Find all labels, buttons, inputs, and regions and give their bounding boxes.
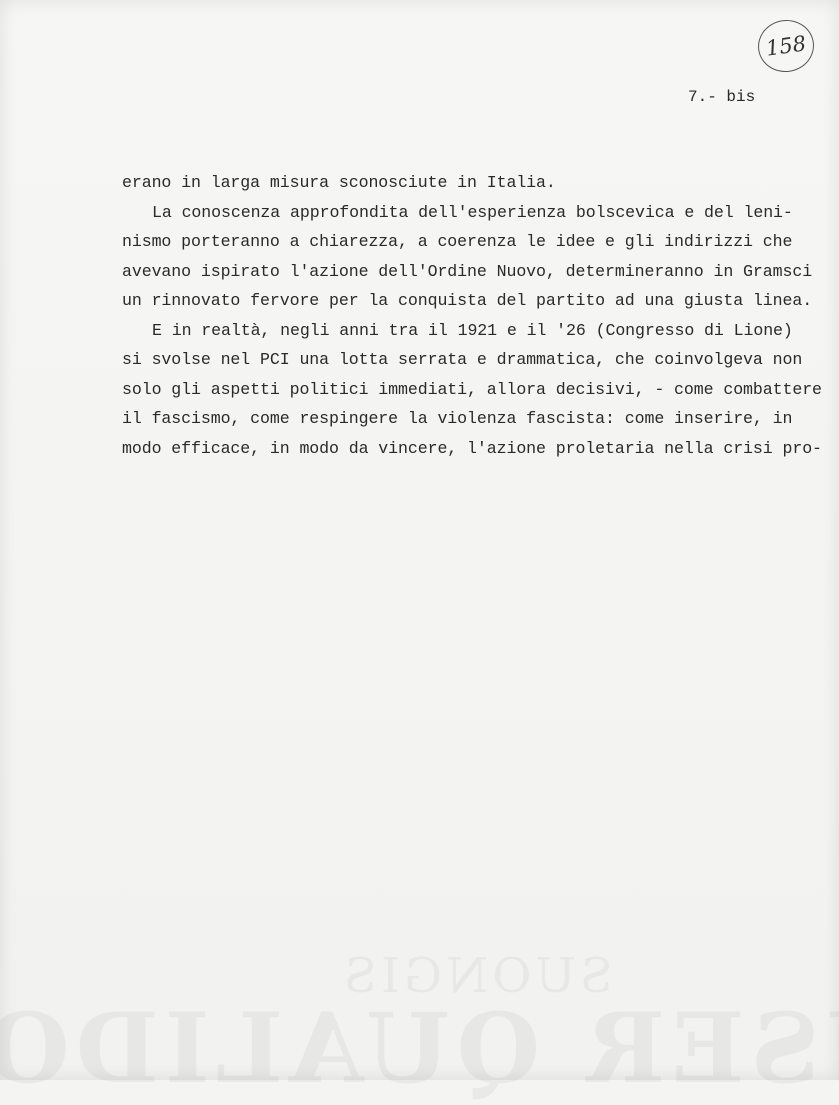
archive-page-number-stamp xyxy=(755,16,818,75)
bleed-through-small-text xyxy=(340,948,613,1004)
bleed-through-large-text xyxy=(0,992,839,1105)
text-line: modo efficace, in modo da vincere, l'azione proletaria nella crisi pro- xyxy=(122,438,822,458)
archive-number-text: 158 xyxy=(764,31,808,61)
text-line: il fascismo, come respingere la violenza fascista: come inserire, in xyxy=(122,409,793,428)
text-line: erano in larga misura sconosciute in Italia. xyxy=(122,173,556,192)
reverse-side-bleed-through xyxy=(0,470,839,650)
text-line: solo gli aspetti politici immediati, allora decisivi, - come combattere xyxy=(122,379,822,399)
typed-body-text xyxy=(122,168,822,463)
page-number: 7.- bis xyxy=(688,88,756,106)
text-line: si svolse nel PCI una lotta serrata e drammatica, che coinvolgeva non xyxy=(122,350,803,369)
text-line: E in realtà, negli anni tra il 1921 e il '26 (Congresso di Lione) xyxy=(152,320,793,340)
text-line: nismo porteranno a chiarezza, a coerenza le idee e gli indirizzi che xyxy=(122,232,793,251)
text-line: La conoscenza approfondita dell'esperienza bolscevica e del leni- xyxy=(152,202,793,222)
text-line: avevano ispirato l'azione dell'Ordine Nuovo, determineranno in Gramsci xyxy=(122,261,813,281)
text-line: un rinnovato fervore per la conquista del partito ad una giusta linea. xyxy=(122,291,813,310)
